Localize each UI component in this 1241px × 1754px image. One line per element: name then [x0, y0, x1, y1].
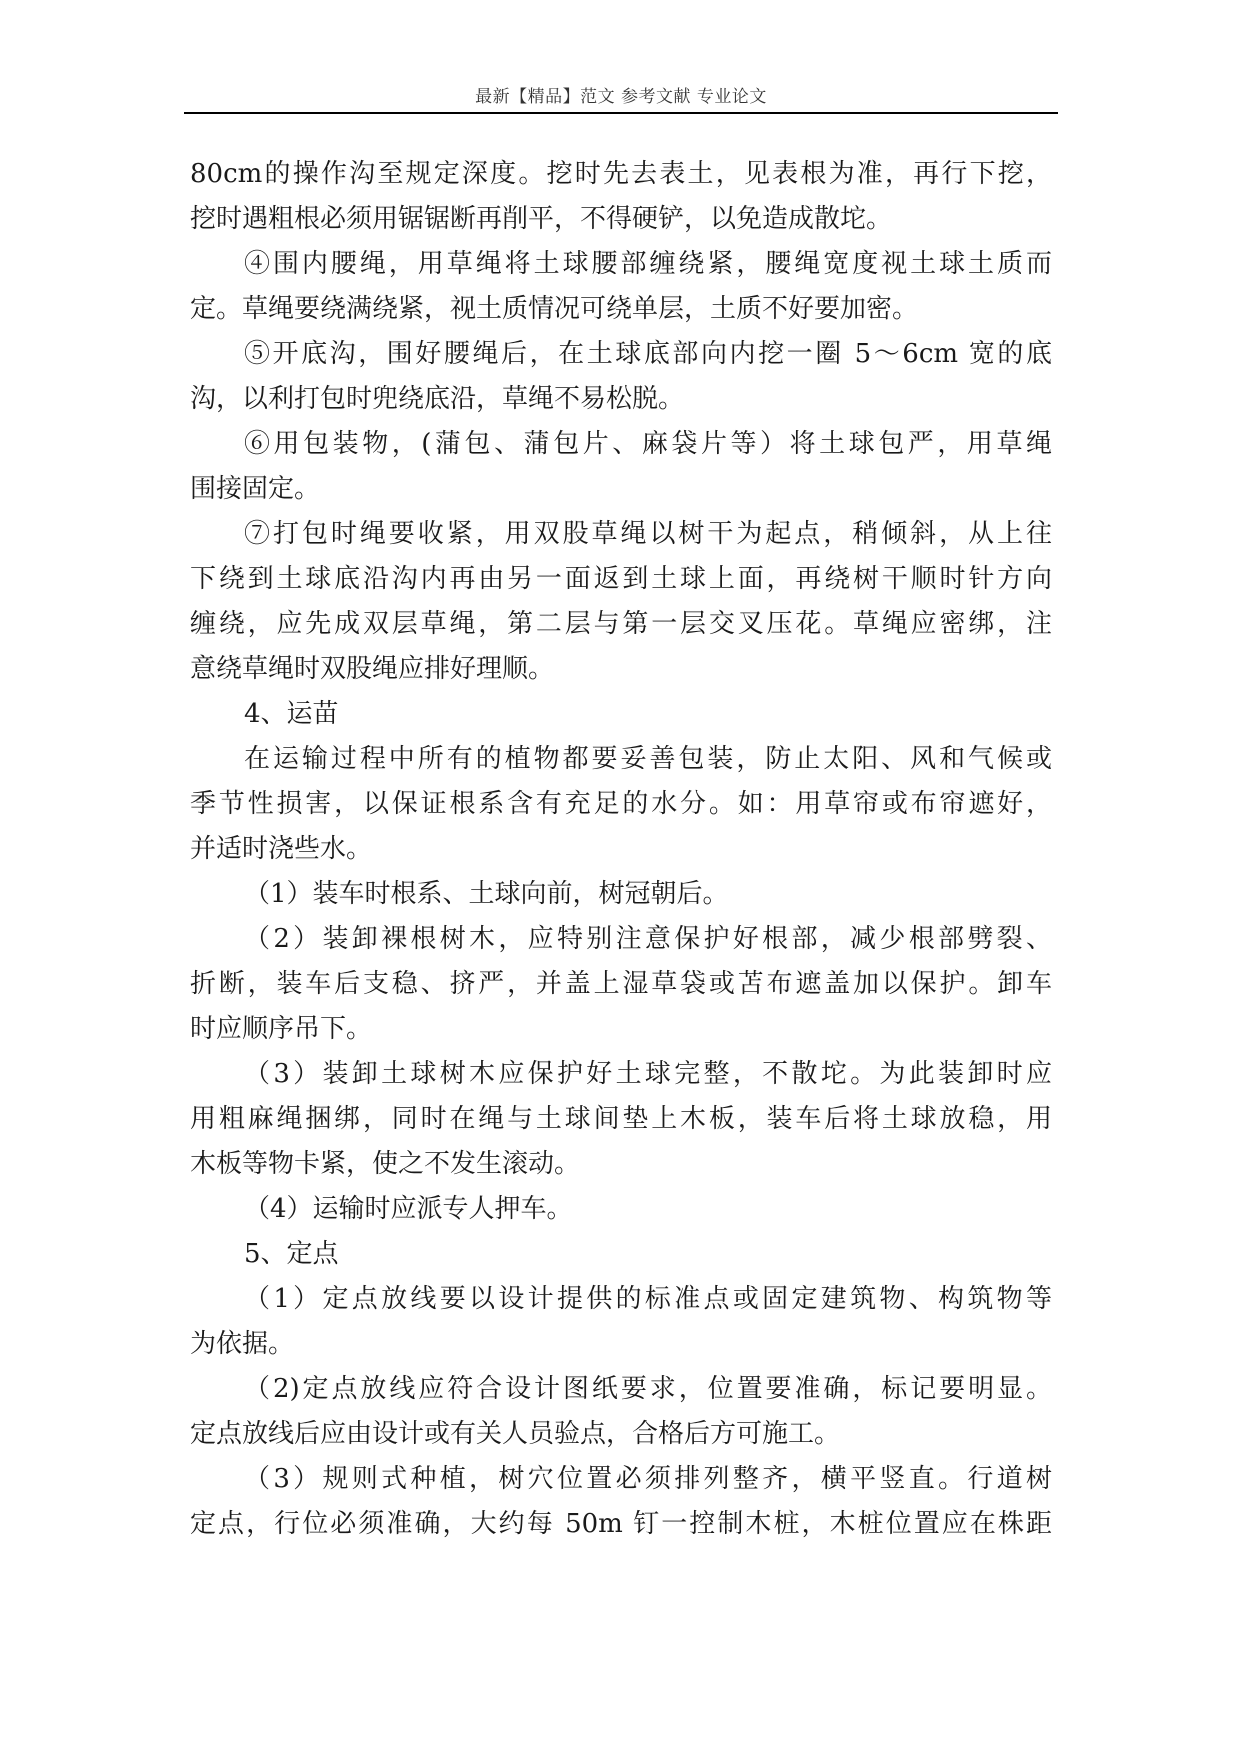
text-line: （1）定点放线要以设计提供的标准点或固定建筑物、构筑物等: [244, 1284, 1052, 1314]
page-header: 最新【精品】范文 参考文献 专业论文: [475, 87, 767, 107]
text-line: 木板等物卡紧，使之不发生滚动。: [190, 1149, 581, 1179]
text-line: ⑤开底沟，围好腰绳后，在土球底部向内挖一圈 5～6cm 宽的底: [244, 339, 1052, 369]
header-divider: [184, 112, 1058, 114]
text-line: 用粗麻绳捆绑，同时在绳与土球间垫上木板，装车后将土球放稳，用: [190, 1104, 1052, 1134]
text-line: 挖时遇粗根必须用锯锯断再削平，不得硬铲，以免造成散坨。: [190, 204, 893, 234]
text-line: 围接固定。: [190, 474, 321, 504]
text-line: 80cm的操作沟至规定深度。挖时先去表土，见表根为准，再行下挖，: [190, 159, 1052, 189]
text-line: ④围内腰绳，用草绳将土球腰部缠绕紧，腰绳宽度视土球土质而: [244, 249, 1052, 279]
text-line: 折断，装车后支稳、挤严，并盖上湿草袋或苫布遮盖加以保护。卸车: [190, 969, 1052, 999]
text-line: （3）规则式种植，树穴位置必须排列整齐，横平竖直。行道树: [244, 1464, 1052, 1494]
text-line: 下绕到土球底沿沟内再由另一面返到土球上面，再绕树干顺时针方向: [190, 564, 1052, 594]
text-line: 意绕草绳时双股绳应排好理顺。: [190, 654, 555, 684]
text-line: 定点，行位必须准确，大约每 50m 钉一控制木桩，木桩位置应在株距: [190, 1509, 1052, 1539]
text-line: 定点放线后应由设计或有关人员验点，合格后方可施工。: [190, 1419, 841, 1449]
text-line: 为依据。: [190, 1329, 295, 1359]
text-line: ⑦打包时绳要收紧，用双股草绳以树干为起点，稍倾斜，从上往: [244, 519, 1052, 549]
text-line: （4）运输时应派专人押车。: [244, 1194, 573, 1224]
text-line: （2）装卸裸根树木，应特别注意保护好根部，减少根部劈裂、: [244, 924, 1052, 954]
text-line: 4、运苗: [244, 699, 339, 729]
text-line: ⑥用包装物，(蒲包、蒲包片、麻袋片等）将土球包严，用草绳: [244, 429, 1052, 459]
text-line: 沟，以利打包时兜绕底沿，草绳不易松脱。: [190, 384, 685, 414]
text-line: 缠绕，应先成双层草绳，第二层与第一层交叉压花。草绳应密绑，注: [190, 609, 1052, 639]
text-line: 定。草绳要绕满绕紧，视土质情况可绕单层，土质不好要加密。: [190, 294, 919, 324]
text-line: 季节性损害，以保证根系含有充足的水分。如：用草帘或布帘遮好，: [190, 789, 1052, 819]
text-line: 5、定点: [244, 1239, 339, 1269]
text-line: （1）装车时根系、土球向前，树冠朝后。: [244, 879, 729, 909]
text-line: 在运输过程中所有的植物都要妥善包装，防止太阳、风和气候或: [244, 744, 1052, 774]
body-text: [190, 152, 1052, 1547]
text-line: （2)定点放线应符合设计图纸要求，位置要准确，标记要明显。: [244, 1374, 1052, 1404]
text-line: 时应顺序吊下。: [190, 1014, 373, 1044]
text-line: （3）装卸土球树木应保护好土球完整，不散坨。为此装卸时应: [244, 1059, 1052, 1089]
text-line: 并适时浇些水。: [190, 834, 373, 864]
